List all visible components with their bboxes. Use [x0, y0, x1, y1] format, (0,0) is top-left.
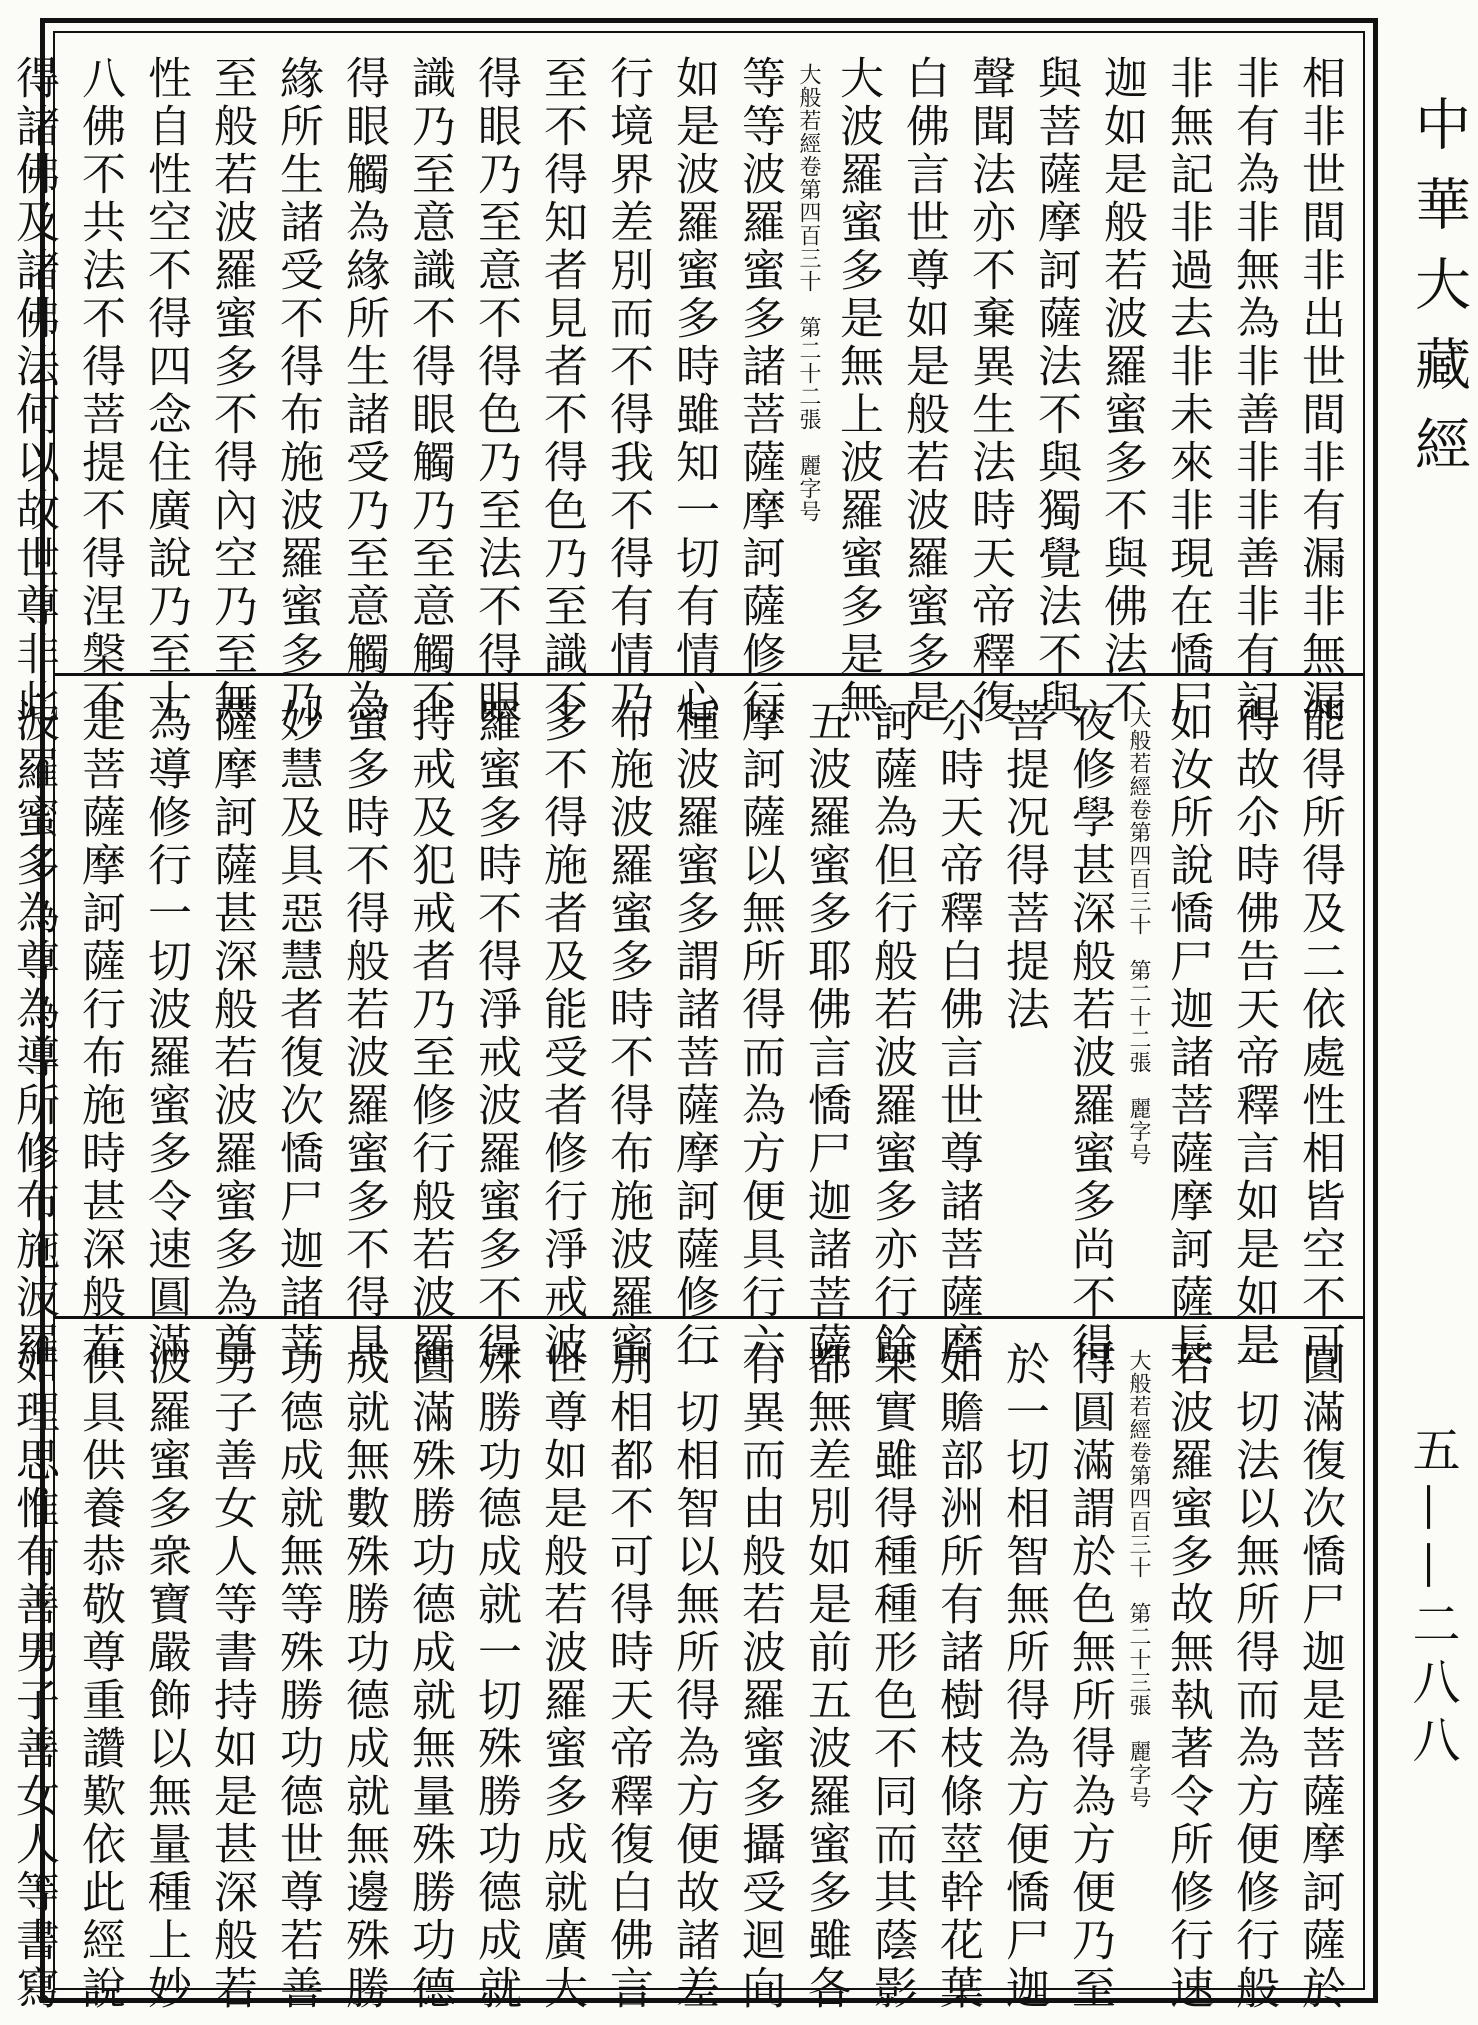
text-line: 都無差別如是前五波羅蜜多雖各	[800, 1341, 851, 2013]
text-line: 波羅蜜多為尊為導所修布施波羅	[8, 698, 59, 1370]
text-line: 波羅蜜多衆寶嚴飾以無量種上妙	[140, 1341, 191, 2013]
text-line: 是菩薩摩訶薩行布施時甚深般若	[74, 698, 125, 1370]
text-line: 尒時天帝釋白佛言世尊諸菩薩摩	[932, 698, 983, 1370]
text-line: 識乃至意識不得眼觸乃至意觸不	[404, 55, 455, 727]
text-line: 非有為非無為非善非非善非有記	[1228, 55, 1279, 727]
text-line: 如贍部洲所有諸樹枝條莖幹花葉	[932, 1341, 983, 2013]
text-line: 果實雖得種種形色不同而其蔭影	[866, 1341, 917, 2013]
text-line: 如是波羅蜜多時雖知一切有情心	[668, 55, 719, 727]
collection-title: 中華大藏經	[1406, 95, 1471, 495]
text-line: 得諸佛及諸佛法何以故世尊非此	[8, 55, 59, 727]
text-line: 訶薩為但行般若波羅蜜多亦行餘	[866, 698, 917, 1370]
text-line: 種波羅蜜多謂諸菩薩摩訶薩修行	[668, 698, 719, 1370]
text-line: 性自性空不得四念住廣說乃至十	[140, 55, 191, 727]
panel-3	[8, 1316, 1363, 2013]
text-line: 能得所得及二依處性相皆空不可	[1294, 698, 1345, 1370]
text-line: 若波羅蜜多故無執著令所修行速	[1162, 1341, 1213, 2013]
text-line: 得圓滿謂於色無所得為方便乃至	[1064, 1341, 1115, 2013]
text-line: 圓滿殊勝功德成就無量殊勝功德	[404, 1341, 455, 2013]
text-line: 相非世間非出世間非有漏非無漏	[1294, 55, 1345, 727]
text-line: 迦如是般若波羅蜜多不與佛法不	[1096, 55, 1147, 727]
text-line: 與菩薩摩訶薩法不與獨覺法不與	[1030, 55, 1081, 727]
text-line: 聲聞法亦不棄異生法時天帝釋復	[964, 55, 1015, 727]
text-line: 男子善女人等書持如是甚深般若	[206, 1341, 257, 2013]
text-line: 妙慧及具惡慧者復次憍尸迦諸菩	[272, 698, 323, 1370]
text-line: 於一切相智無所得為方便憍尸迦	[998, 1341, 1049, 2013]
text-line: 薩摩訶薩甚深般若波羅蜜多為尊	[206, 698, 257, 1370]
text-line: 有異而由般若波羅蜜多攝受迴向	[734, 1341, 785, 2013]
text-line: 白佛言世尊如是般若波羅蜜多是	[898, 55, 949, 727]
panel-3-columns	[8, 1341, 1349, 2013]
panel-2	[8, 673, 1363, 1370]
text-line: 行境界差別而不得我不得有情乃	[602, 55, 653, 727]
text-line: 大波羅蜜多是無上波羅蜜多是無	[832, 55, 883, 727]
text-line: 至般若波羅蜜多不得內空乃至無	[206, 55, 257, 727]
text-line: 菩提况得菩提法	[998, 698, 1049, 1034]
text-line: 成就無數殊勝功德成就無邊殊勝	[338, 1341, 389, 2013]
text-line: 摩訶薩以無所得而為方便具行六	[734, 698, 785, 1370]
text-line: 五波羅蜜多耶佛言憍尸迦諸菩薩	[800, 698, 851, 1370]
text-line: 世尊如是般若波羅蜜多成就廣大	[536, 1341, 587, 2013]
text-line: 為導修行一切波羅蜜多令速圓滿	[140, 698, 191, 1370]
text-line: 功德成就無等殊勝功德世尊若善	[272, 1341, 323, 2013]
page-number: 五——二八八	[1404, 1425, 1460, 1773]
text-line: 一切法以無所得而為方便修行般	[1228, 1341, 1279, 2013]
panel-1	[8, 33, 1363, 727]
text-line: 多不得施者及能受者修行淨戒波	[536, 698, 587, 1370]
margin-note: 大般若經卷第四百三十 第二十三張 麗字号	[1126, 1349, 1151, 1809]
text-line: 如汝所說憍尸迦諸菩薩摩訶薩長	[1162, 698, 1213, 1370]
page-frame	[8, 18, 1378, 2013]
text-line: 一切相智以無所得為方便故諸差	[668, 1341, 719, 2013]
panel-2-columns	[8, 698, 1349, 1370]
text-line: 殊勝功德成就一切殊勝功德成就	[470, 1341, 521, 2013]
text-line: 等等波羅蜜多諸菩薩摩訶薩修行	[734, 55, 785, 727]
margin-note: 大般若經卷第四百三十 第二十二張 麗字号	[1126, 706, 1151, 1166]
margin-note: 大般若經卷第四百三十 第二十二張 麗字号	[796, 63, 821, 523]
panel-1-columns	[8, 55, 1349, 727]
text-line: 別相都不可得時天帝釋復白佛言	[602, 1341, 653, 2013]
text-line: 夜修學甚深般若波羅蜜多尚不得	[1064, 698, 1115, 1370]
text-line: 供具供養恭敬尊重讚歎依此經說	[74, 1341, 125, 2013]
text-line: 持戒及犯戒者乃至修行般若波羅	[404, 698, 455, 1370]
text-line: 非無記非過去非未來非現在憍尸	[1162, 55, 1213, 727]
text-line: 羅蜜多時不得淨戒波羅蜜多不得	[470, 698, 521, 1370]
text-line: 布施波羅蜜多時不得布施波羅蜜	[602, 698, 653, 1370]
text-line: 如理思惟有善男子善女人等書寫	[8, 1341, 59, 2013]
text-line: 緣所生諸受不得布施波羅蜜多乃	[272, 55, 323, 727]
text-line: 圓滿復次憍尸迦是菩薩摩訶薩於	[1294, 1341, 1345, 2013]
text-line: 得眼觸為緣所生諸受乃至意觸為	[338, 55, 389, 727]
text-line: 蜜多時不得般若波羅蜜多不得具	[338, 698, 389, 1370]
text-line: 得眼乃至意不得色乃至法不得眼	[470, 55, 521, 727]
inner-frame	[8, 31, 1365, 2013]
text-line: 八佛不共法不得菩提不得涅槃不	[74, 55, 125, 727]
text-line: 至不得知者見者不得色乃至識不	[536, 55, 587, 727]
text-line: 得故尒時佛告天帝釋言如是如是	[1228, 698, 1279, 1370]
